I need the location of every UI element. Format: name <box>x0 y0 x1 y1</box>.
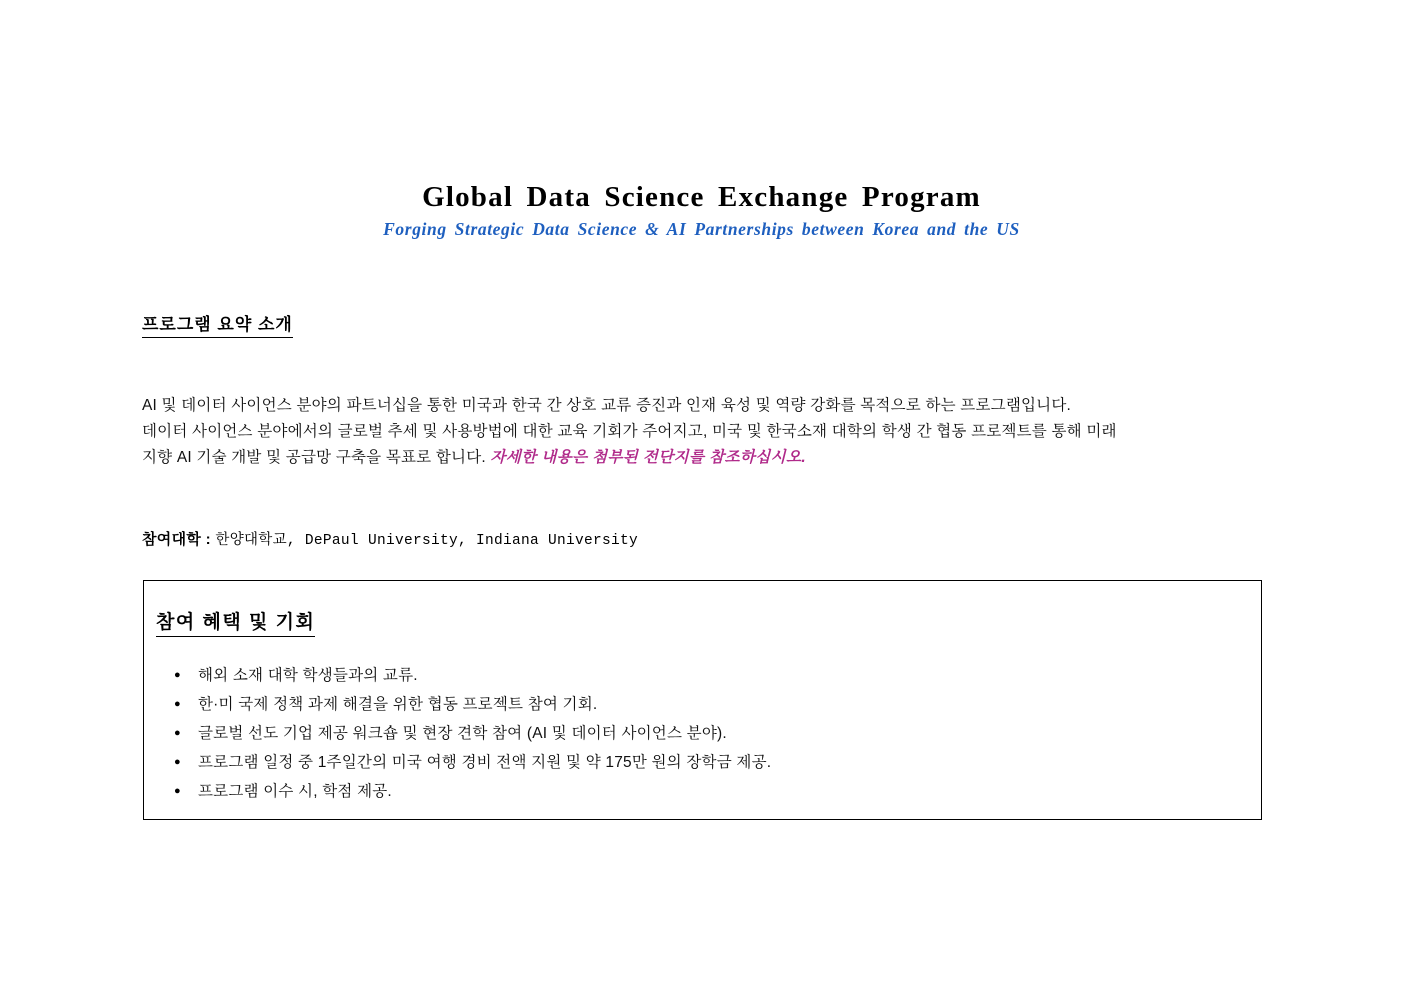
section-heading-program-summary: 프로그램 요약 소개 <box>142 310 293 338</box>
page-title: Global Data Science Exchange Program <box>422 181 981 214</box>
page-subtitle: Forging Strategic Data Science & AI Partnerships between Korea and the US <box>383 219 1020 239</box>
participating-universities <box>142 528 638 549</box>
list-item: ● 프로그램 이수 시, 학점 제공. <box>166 777 1241 806</box>
summary-line-3-text: 지향 AI 기술 개발 및 공급망 구축을 목표로 합니다. <box>142 449 491 466</box>
participating-universities-value: 한양대학교, DePaul University, Indiana University <box>215 533 638 549</box>
summary-line-3 <box>142 445 1262 471</box>
list-item: ● 글로벌 선도 기업 제공 워크숍 및 현장 견학 참여 (AI 및 데이터 사이언스 분야). <box>166 719 1241 748</box>
list-item: ● 프로그램 일정 중 1주일간의 미국 여행 경비 전액 지원 및 약 175만 원의 장학금 제공. <box>166 748 1241 777</box>
summary-line-2: 데이터 사이언스 분야에서의 글로벌 추세 및 사용방법에 대한 교육 기회가 주어지고, 미국 및 한국소재 대학의 학생 간 협동 프로젝트를 통해 미래 <box>142 423 1117 440</box>
summary-emphasis-note: 자세한 내용은 첨부된 전단지를 참조하십시오. <box>490 449 807 466</box>
program-summary-paragraph <box>142 393 1262 471</box>
benefits-list <box>166 661 1241 806</box>
list-item: ● 해외 소재 대학 학생들과의 교류. <box>166 661 1241 690</box>
participating-universities-label: 참여대학 : <box>142 531 216 548</box>
list-item: ● 한·미 국제 정책 과제 해결을 위한 협동 프로젝트 참여 기회. <box>166 690 1241 719</box>
benefits-heading: 참여 혜택 및 기회 <box>156 607 315 637</box>
benefits-box <box>143 580 1262 820</box>
summary-line-1: AI 및 데이터 사이언스 분야의 파트너십을 통한 미국과 한국 간 상호 교류 증진과 인재 육성 및 역량 강화를 목적으로 하는 프로그램입니다. <box>142 397 1072 414</box>
